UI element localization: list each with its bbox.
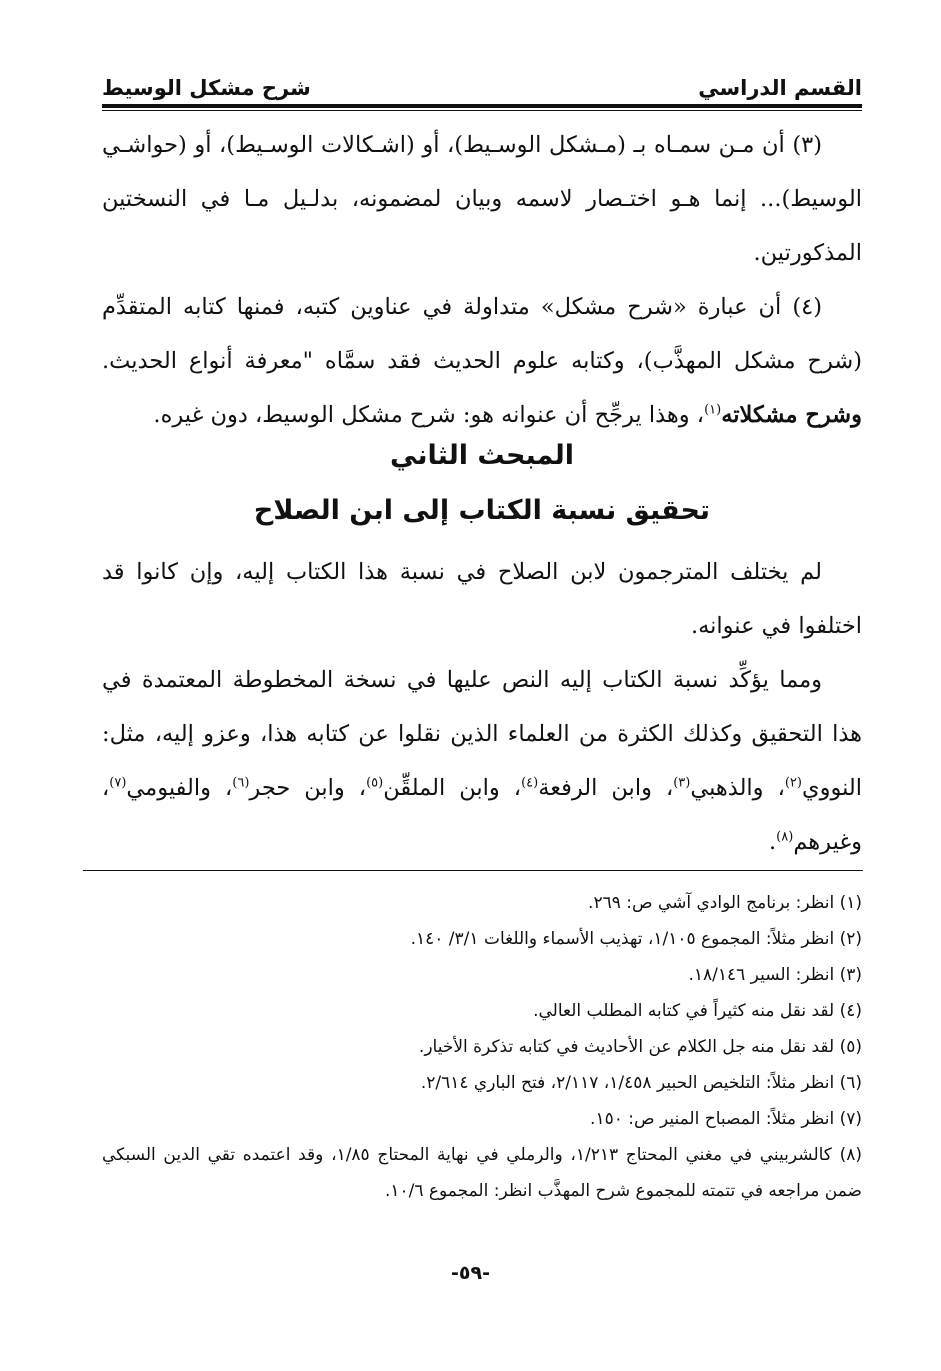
footnotes <box>102 885 862 1209</box>
section-paragraph-2 <box>102 653 862 869</box>
scholar-name: النووي <box>801 775 862 801</box>
footnote-8: (٨) كالشربيني في مغني المحتاج ١/٢١٣، والرملي في نهاية المحتاج ١/٨٥، وقد اعتمده تقي الدين السبكي ضمن مراجعه في تتمته للمجموع شرح المهذَّب انظر: المجموع ١٠/٦. <box>102 1145 862 1201</box>
header-section-title: القسم الدراسي <box>698 76 862 100</box>
scholar-name: وغيرهم <box>793 829 862 855</box>
header-book-title: شرح مشكل الوسيط <box>102 76 311 100</box>
footnote-ref-6: (٦) <box>232 775 250 791</box>
footnote-4: (٤) لقد نقل منه كثيراً في كتابه المطلب العالي. <box>533 1001 862 1021</box>
section-paragraph-1: لم يختلف المترجمون لابن الصلاح في نسبة هذا الكتاب إليه، وإن كانوا قد اختلفوا في عنوانه. <box>102 559 862 639</box>
scholar-name: وابن الملقِّن <box>383 775 500 801</box>
footnote-ref-1: (١) <box>704 402 722 418</box>
separator: ، <box>651 775 674 801</box>
separator: ، <box>763 775 785 801</box>
scholar-name: وابن الرفعة <box>538 775 652 801</box>
footnote-ref-3: (٣) <box>673 775 691 791</box>
separator: ، <box>210 775 233 801</box>
footnote-ref-2: (٢) <box>784 775 802 791</box>
paragraph-3: (٣) أن مـن سمـاه بـ (مـشكل الوسـيط)، أو (اشـكالات الوسـيط)، أو (حواشـي الوسيط)... إنما هـو اختـصار لاسمه وبيان لمضمونه، بدلـيل مـا في النسختين المذكورتين. <box>102 132 862 266</box>
footnote-ref-4: (٤) <box>521 775 539 791</box>
footnote-ref-7: (٧) <box>109 775 127 791</box>
separator: . <box>769 829 777 855</box>
section-subheading: تحقيق نسبة الكتاب إلى ابن الصلاح <box>253 495 711 526</box>
footnote-6: (٦) انظر مثلاً: التلخيص الحبير ١/٤٥٨، ٢/١١٧، فتح الباري ٢/٦١٤. <box>420 1073 862 1093</box>
footnote-ref-8: (٨) <box>776 829 794 845</box>
footnote-5: (٥) لقد نقل منه جل الكلام عن الأحاديث في كتابه تذكرة الأخيار. <box>418 1037 862 1057</box>
section-text <box>102 545 862 869</box>
footnote-2: (٢) انظر مثلاً: المجموع ١/١٠٥، تهذيب الأسماء واللغات ٣/١/ ١٤٠. <box>410 929 862 949</box>
footnote-7: (٧) انظر مثلاً: المصباح المنير ص: ١٥٠. <box>590 1109 862 1129</box>
separator: ، <box>344 775 367 801</box>
paragraph-4-text: (٤) أن عبارة «شرح مشكل» متداولة في عناوين كتبه، فمنها كتابه المتقدِّم (شرح مشكل المهذَّب)، وكتابه علوم الحديث فقد سمَّاه "معرفة أنواع الحديث. <box>102 294 862 374</box>
paragraph-4-rest: ، وهذا يرجِّح أن عنوانه هو: شرح مشكل الوسيط، دون غيره. <box>153 402 705 428</box>
running-header <box>102 60 862 100</box>
scholar-name: وابن حجر <box>249 775 345 801</box>
page-number: -٥٩- <box>451 1262 490 1284</box>
footnote-1: (١) انظر: برنامج الوادي آشي ص: ٢٦٩. <box>588 893 862 913</box>
scholar-name: والذهبي <box>690 775 764 801</box>
paragraph-4-bold: وشرح مشكلاته <box>721 402 862 428</box>
separator: ، <box>499 775 522 801</box>
scholar-name: والفيومي <box>126 775 211 801</box>
section-paragraph-2-text: ومما يؤكِّد نسبة الكتاب إليه النص عليها في نسخة المخطوطة المعتمدة في هذا التحقيق وكذلك الكثرة من العلماء الذين نقلوا عن كتابه هذا، وعزو إليه، مثل: <box>102 667 862 747</box>
header-rule <box>102 104 862 108</box>
footnote-rule <box>83 870 863 871</box>
intro-text <box>102 118 862 442</box>
footnote-3: (٣) انظر: السير ١٨/١٤٦. <box>688 965 862 985</box>
header-rule-thin <box>102 110 862 111</box>
footnote-ref-5: (٥) <box>366 775 384 791</box>
paragraph-4 <box>102 280 862 442</box>
separator: ، <box>102 775 110 801</box>
section-heading: المبحث الثاني <box>390 440 574 471</box>
